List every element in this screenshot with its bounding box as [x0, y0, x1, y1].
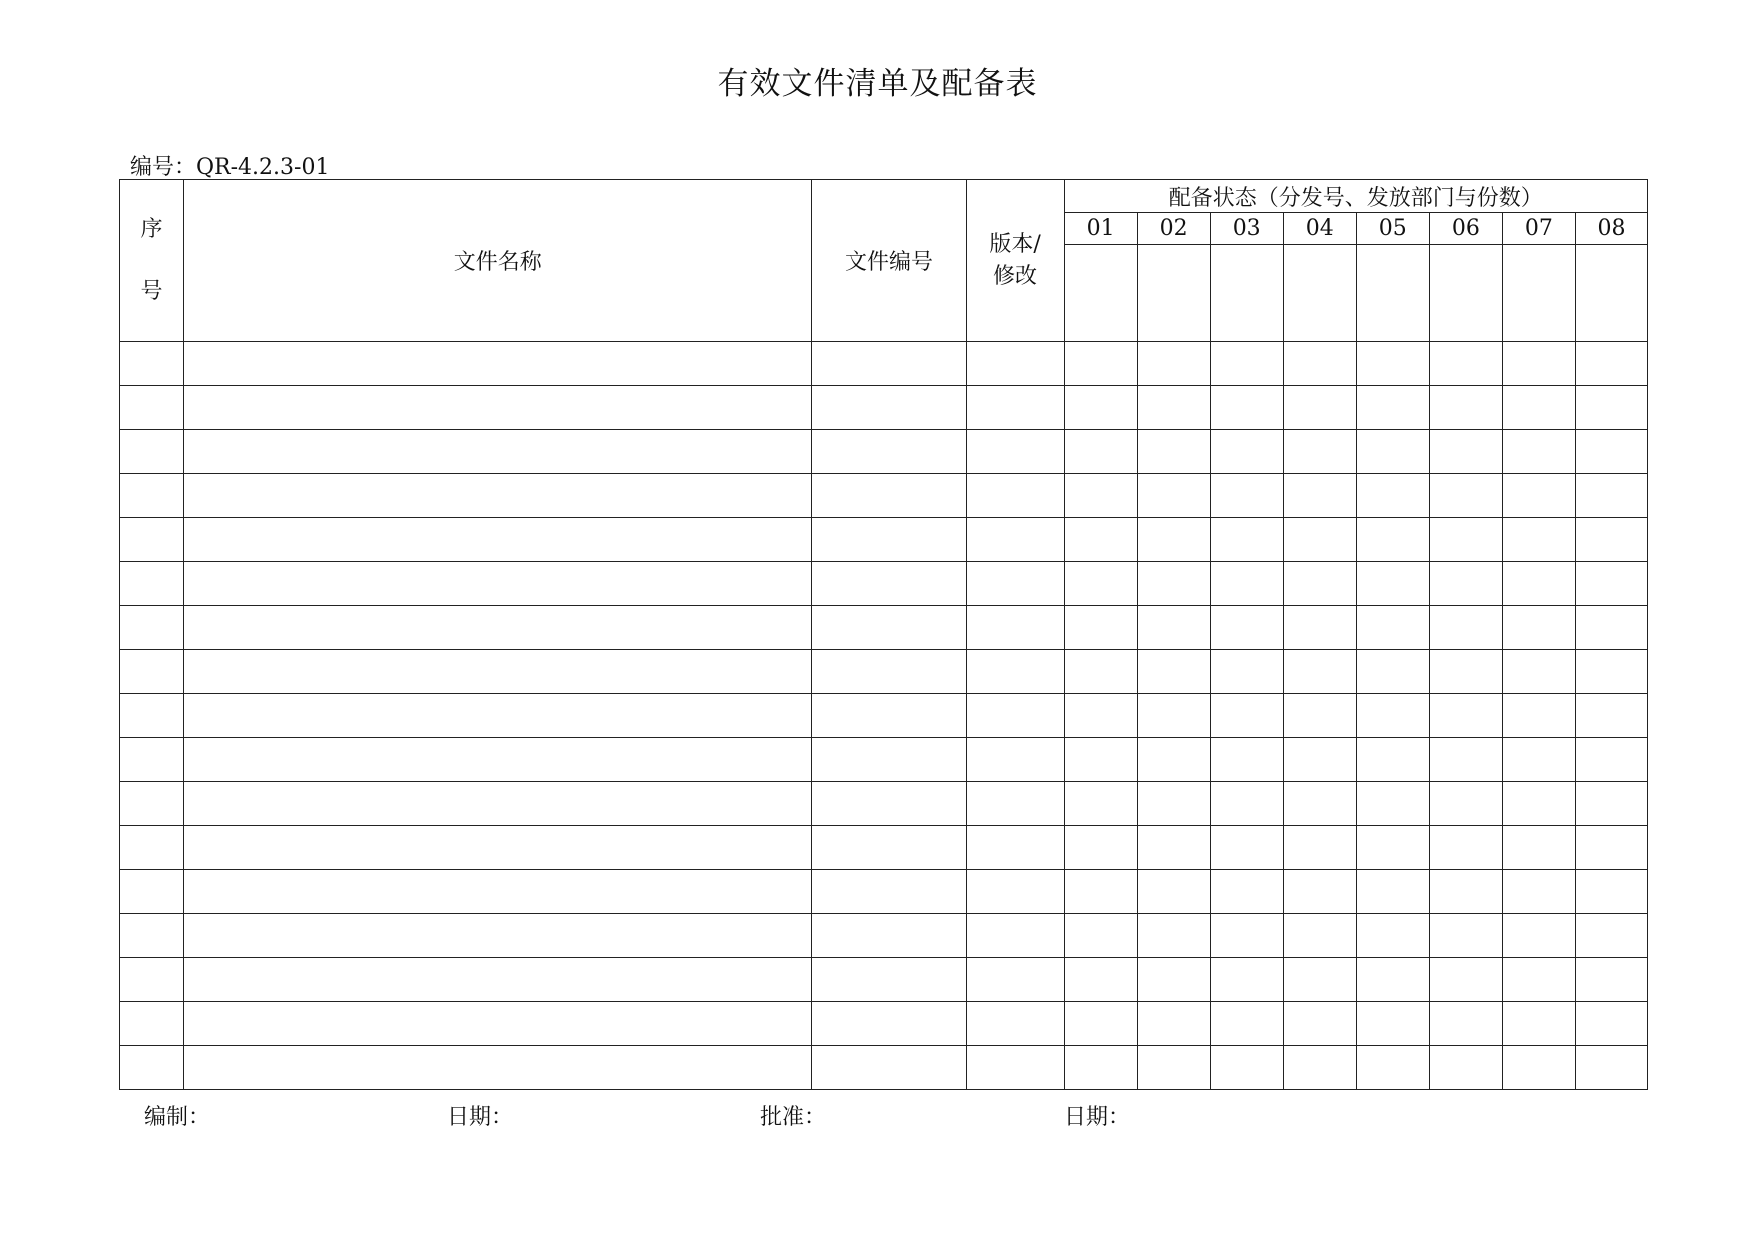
- seq-cell[interactable]: [120, 694, 184, 738]
- header-file-name: 文件名称: [184, 180, 812, 342]
- distribution-cell[interactable]: [1137, 606, 1210, 650]
- distribution-cell[interactable]: [1210, 342, 1283, 386]
- distribution-cell[interactable]: [1429, 430, 1502, 474]
- distribution-cell[interactable]: [1137, 914, 1210, 958]
- distribution-cell[interactable]: [1210, 1046, 1283, 1090]
- file-number-cell[interactable]: [812, 1002, 966, 1046]
- distribution-cell[interactable]: [1210, 518, 1283, 562]
- distribution-cell[interactable]: [1429, 694, 1502, 738]
- seq-cell[interactable]: [120, 562, 184, 606]
- distribution-cell[interactable]: [1210, 430, 1283, 474]
- distribution-cell[interactable]: [1575, 914, 1647, 958]
- distribution-blank-cell[interactable]: [1210, 245, 1283, 342]
- distribution-cell[interactable]: [1502, 1002, 1575, 1046]
- file-name-cell[interactable]: [184, 826, 812, 870]
- distribution-cell[interactable]: [1575, 782, 1647, 826]
- distribution-cell[interactable]: [1064, 1046, 1137, 1090]
- header-seq-line2: 号: [140, 278, 163, 304]
- file-number-cell[interactable]: [812, 518, 966, 562]
- file-number-cell[interactable]: [812, 1046, 966, 1090]
- distribution-number-06: 06: [1429, 213, 1502, 245]
- seq-cell[interactable]: [120, 782, 184, 826]
- distribution-cell[interactable]: [1283, 958, 1356, 1002]
- distribution-cell[interactable]: [1137, 430, 1210, 474]
- distribution-cell[interactable]: [1502, 738, 1575, 782]
- version-cell[interactable]: [966, 518, 1064, 562]
- document-code-label: 编号：: [130, 155, 197, 180]
- distribution-cell[interactable]: [1064, 738, 1137, 782]
- distribution-cell[interactable]: [1064, 870, 1137, 914]
- header-seq-line1: 序: [140, 216, 163, 242]
- distribution-cell[interactable]: [1137, 562, 1210, 606]
- distribution-cell[interactable]: [1356, 342, 1429, 386]
- distribution-cell[interactable]: [1502, 870, 1575, 914]
- form-title: 有效文件清单及配备表: [717, 66, 1038, 102]
- file-name-cell[interactable]: [184, 474, 812, 518]
- distribution-cell[interactable]: [1064, 518, 1137, 562]
- distribution-cell[interactable]: [1429, 650, 1502, 694]
- distribution-cell[interactable]: [1429, 1046, 1502, 1090]
- distribution-cell[interactable]: [1210, 826, 1283, 870]
- distribution-cell[interactable]: [1137, 1002, 1210, 1046]
- distribution-cell[interactable]: [1064, 958, 1137, 1002]
- file-name-cell[interactable]: [184, 342, 812, 386]
- distribution-cell[interactable]: [1429, 518, 1502, 562]
- distribution-cell[interactable]: [1283, 1002, 1356, 1046]
- version-cell[interactable]: [966, 386, 1064, 430]
- distribution-cell[interactable]: [1137, 782, 1210, 826]
- table-row: [120, 870, 1648, 914]
- approved-by-label: 批准：: [760, 1105, 827, 1130]
- distribution-cell[interactable]: [1210, 782, 1283, 826]
- distribution-cell[interactable]: [1502, 562, 1575, 606]
- table-row: [120, 650, 1648, 694]
- seq-cell[interactable]: [120, 650, 184, 694]
- distribution-cell[interactable]: [1210, 474, 1283, 518]
- version-cell[interactable]: [966, 782, 1064, 826]
- distribution-cell[interactable]: [1502, 474, 1575, 518]
- distribution-cell[interactable]: [1283, 606, 1356, 650]
- date-label-1: 日期：: [447, 1105, 514, 1130]
- distribution-cell[interactable]: [1429, 782, 1502, 826]
- distribution-number-03: 03: [1210, 213, 1283, 245]
- distribution-cell[interactable]: [1575, 474, 1647, 518]
- distribution-cell[interactable]: [1429, 958, 1502, 1002]
- distribution-blank-cell[interactable]: [1575, 245, 1647, 342]
- distribution-cell[interactable]: [1356, 474, 1429, 518]
- seq-cell[interactable]: [120, 474, 184, 518]
- distribution-blank-cell[interactable]: [1502, 245, 1575, 342]
- table-row: [120, 782, 1648, 826]
- distribution-cell[interactable]: [1064, 694, 1137, 738]
- distribution-cell[interactable]: [1064, 386, 1137, 430]
- table-row: [120, 518, 1648, 562]
- distribution-cell[interactable]: [1283, 518, 1356, 562]
- distribution-cell[interactable]: [1064, 1002, 1137, 1046]
- distribution-cell[interactable]: [1502, 826, 1575, 870]
- distribution-cell[interactable]: [1575, 518, 1647, 562]
- file-number-cell[interactable]: [812, 342, 966, 386]
- distribution-cell[interactable]: [1356, 386, 1429, 430]
- table-row: [120, 958, 1648, 1002]
- file-number-cell[interactable]: [812, 782, 966, 826]
- distribution-cell[interactable]: [1137, 870, 1210, 914]
- table-row: [120, 826, 1648, 870]
- distribution-cell[interactable]: [1575, 386, 1647, 430]
- distribution-cell[interactable]: [1502, 1046, 1575, 1090]
- version-cell[interactable]: [966, 606, 1064, 650]
- table-row: [120, 914, 1648, 958]
- file-number-cell[interactable]: [812, 738, 966, 782]
- distribution-cell[interactable]: [1356, 870, 1429, 914]
- distribution-cell[interactable]: [1575, 606, 1647, 650]
- distribution-cell[interactable]: [1137, 650, 1210, 694]
- file-name-cell[interactable]: [184, 914, 812, 958]
- header-file-number: 文件编号: [812, 180, 966, 342]
- distribution-blank-cell[interactable]: [1283, 245, 1356, 342]
- distribution-cell[interactable]: [1064, 826, 1137, 870]
- header-seq: [120, 180, 184, 342]
- distribution-cell[interactable]: [1283, 1046, 1356, 1090]
- distribution-cell[interactable]: [1502, 958, 1575, 1002]
- distribution-cell[interactable]: [1502, 782, 1575, 826]
- file-number-cell[interactable]: [812, 606, 966, 650]
- distribution-cell[interactable]: [1064, 782, 1137, 826]
- header-version-line1: 版本/: [989, 231, 1041, 257]
- distribution-cell[interactable]: [1575, 650, 1647, 694]
- distribution-cell[interactable]: [1064, 606, 1137, 650]
- distribution-cell[interactable]: [1575, 342, 1647, 386]
- file-number-cell[interactable]: [812, 650, 966, 694]
- distribution-cell[interactable]: [1137, 386, 1210, 430]
- file-number-cell[interactable]: [812, 826, 966, 870]
- distribution-cell[interactable]: [1356, 430, 1429, 474]
- table-row: [120, 342, 1648, 386]
- distribution-cell[interactable]: [1283, 474, 1356, 518]
- distribution-cell[interactable]: [1575, 562, 1647, 606]
- distribution-cell[interactable]: [1356, 738, 1429, 782]
- distribution-cell[interactable]: [1502, 430, 1575, 474]
- distribution-cell[interactable]: [1356, 1002, 1429, 1046]
- version-cell[interactable]: [966, 914, 1064, 958]
- file-name-cell[interactable]: [184, 562, 812, 606]
- distribution-cell[interactable]: [1283, 738, 1356, 782]
- file-name-cell[interactable]: [184, 606, 812, 650]
- distribution-cell[interactable]: [1502, 342, 1575, 386]
- distribution-cell[interactable]: [1575, 826, 1647, 870]
- table-row: [120, 606, 1648, 650]
- distribution-cell[interactable]: [1137, 474, 1210, 518]
- distribution-cell[interactable]: [1429, 386, 1502, 430]
- distribution-cell[interactable]: [1356, 606, 1429, 650]
- distribution-cell[interactable]: [1429, 562, 1502, 606]
- distribution-cell[interactable]: [1137, 1046, 1210, 1090]
- prepared-by-label: 编制：: [144, 1105, 211, 1130]
- version-cell[interactable]: [966, 826, 1064, 870]
- seq-cell[interactable]: [120, 386, 184, 430]
- seq-cell[interactable]: [120, 342, 184, 386]
- distribution-cell[interactable]: [1283, 650, 1356, 694]
- distribution-cell[interactable]: [1283, 694, 1356, 738]
- version-cell[interactable]: [966, 430, 1064, 474]
- table-row: [120, 694, 1648, 738]
- distribution-cell[interactable]: [1210, 958, 1283, 1002]
- version-cell[interactable]: [966, 342, 1064, 386]
- file-number-cell[interactable]: [812, 914, 966, 958]
- seq-cell[interactable]: [120, 738, 184, 782]
- file-name-cell[interactable]: [184, 958, 812, 1002]
- table-row: [120, 738, 1648, 782]
- file-name-cell[interactable]: [184, 386, 812, 430]
- distribution-cell[interactable]: [1064, 430, 1137, 474]
- version-cell[interactable]: [966, 694, 1064, 738]
- distribution-cell[interactable]: [1575, 738, 1647, 782]
- distribution-cell[interactable]: [1210, 870, 1283, 914]
- seq-cell[interactable]: [120, 518, 184, 562]
- distribution-cell[interactable]: [1137, 694, 1210, 738]
- distribution-cell[interactable]: [1210, 606, 1283, 650]
- table-row: [120, 386, 1648, 430]
- table-row: [120, 1002, 1648, 1046]
- version-cell[interactable]: [966, 870, 1064, 914]
- table-row: [120, 1046, 1648, 1090]
- distribution-cell[interactable]: [1356, 1046, 1429, 1090]
- distribution-cell[interactable]: [1283, 386, 1356, 430]
- file-name-cell[interactable]: [184, 1046, 812, 1090]
- distribution-cell[interactable]: [1283, 826, 1356, 870]
- file-name-cell[interactable]: [184, 694, 812, 738]
- header-version-line2: 修改: [993, 263, 1038, 289]
- distribution-number-02: 02: [1137, 213, 1210, 245]
- file-name-cell[interactable]: [184, 650, 812, 694]
- distribution-cell[interactable]: [1210, 738, 1283, 782]
- distribution-number-05: 05: [1356, 213, 1429, 245]
- distribution-cell[interactable]: [1429, 914, 1502, 958]
- file-number-cell[interactable]: [812, 430, 966, 474]
- table-row: [120, 430, 1648, 474]
- file-number-cell[interactable]: [812, 562, 966, 606]
- distribution-cell[interactable]: [1429, 474, 1502, 518]
- file-number-cell[interactable]: [812, 694, 966, 738]
- distribution-cell[interactable]: [1429, 738, 1502, 782]
- file-name-cell[interactable]: [184, 782, 812, 826]
- version-cell[interactable]: [966, 738, 1064, 782]
- distribution-cell[interactable]: [1429, 606, 1502, 650]
- file-name-cell[interactable]: [184, 1002, 812, 1046]
- version-cell[interactable]: [966, 1002, 1064, 1046]
- distribution-cell[interactable]: [1502, 386, 1575, 430]
- distribution-cell[interactable]: [1210, 914, 1283, 958]
- distribution-cell[interactable]: [1356, 562, 1429, 606]
- seq-cell[interactable]: [120, 914, 184, 958]
- file-number-cell[interactable]: [812, 958, 966, 1002]
- distribution-cell[interactable]: [1356, 518, 1429, 562]
- file-name-cell[interactable]: [184, 518, 812, 562]
- distribution-cell[interactable]: [1137, 342, 1210, 386]
- distribution-cell[interactable]: [1283, 870, 1356, 914]
- distribution-cell[interactable]: [1575, 1002, 1647, 1046]
- seq-cell[interactable]: [120, 958, 184, 1002]
- distribution-cell[interactable]: [1356, 782, 1429, 826]
- distribution-cell[interactable]: [1502, 694, 1575, 738]
- distribution-cell[interactable]: [1137, 518, 1210, 562]
- document-list-table: [119, 179, 1648, 1090]
- distribution-cell[interactable]: [1502, 518, 1575, 562]
- date-label-2: 日期：: [1064, 1105, 1131, 1130]
- seq-cell[interactable]: [120, 1002, 184, 1046]
- file-name-cell[interactable]: [184, 430, 812, 474]
- distribution-cell[interactable]: [1210, 1002, 1283, 1046]
- distribution-cell[interactable]: [1575, 1046, 1647, 1090]
- distribution-cell[interactable]: [1356, 958, 1429, 1002]
- distribution-cell[interactable]: [1356, 694, 1429, 738]
- distribution-cell[interactable]: [1429, 342, 1502, 386]
- distribution-cell[interactable]: [1575, 430, 1647, 474]
- distribution-cell[interactable]: [1283, 342, 1356, 386]
- distribution-cell[interactable]: [1064, 650, 1137, 694]
- distribution-cell[interactable]: [1137, 738, 1210, 782]
- seq-cell[interactable]: [120, 606, 184, 650]
- distribution-number-01: 01: [1064, 213, 1137, 245]
- version-cell[interactable]: [966, 1046, 1064, 1090]
- distribution-cell[interactable]: [1502, 914, 1575, 958]
- distribution-cell[interactable]: [1210, 386, 1283, 430]
- version-cell[interactable]: [966, 958, 1064, 1002]
- seq-cell[interactable]: [120, 826, 184, 870]
- table-row: [120, 474, 1648, 518]
- seq-cell[interactable]: [120, 430, 184, 474]
- distribution-cell[interactable]: [1429, 870, 1502, 914]
- distribution-cell[interactable]: [1429, 826, 1502, 870]
- file-number-cell[interactable]: [812, 386, 966, 430]
- distribution-number-08: 08: [1575, 213, 1647, 245]
- distribution-cell[interactable]: [1064, 474, 1137, 518]
- distribution-cell[interactable]: [1429, 1002, 1502, 1046]
- distribution-cell[interactable]: [1502, 650, 1575, 694]
- distribution-blank-cell[interactable]: [1064, 245, 1137, 342]
- distribution-cell[interactable]: [1575, 694, 1647, 738]
- distribution-cell[interactable]: [1356, 826, 1429, 870]
- version-cell[interactable]: [966, 562, 1064, 606]
- distribution-cell[interactable]: [1210, 694, 1283, 738]
- distribution-cell[interactable]: [1575, 958, 1647, 1002]
- seq-cell[interactable]: [120, 870, 184, 914]
- distribution-number-04: 04: [1283, 213, 1356, 245]
- distribution-cell[interactable]: [1137, 958, 1210, 1002]
- version-cell[interactable]: [966, 474, 1064, 518]
- distribution-cell[interactable]: [1283, 562, 1356, 606]
- file-name-cell[interactable]: [184, 738, 812, 782]
- file-number-cell[interactable]: [812, 474, 966, 518]
- file-name-cell[interactable]: [184, 870, 812, 914]
- distribution-cell[interactable]: [1356, 914, 1429, 958]
- seq-cell[interactable]: [120, 1046, 184, 1090]
- distribution-blank-cell[interactable]: [1356, 245, 1429, 342]
- header-version: [966, 180, 1064, 342]
- distribution-cell[interactable]: [1210, 650, 1283, 694]
- distribution-blank-cell[interactable]: [1429, 245, 1502, 342]
- table-row: [120, 562, 1648, 606]
- distribution-cell[interactable]: [1575, 870, 1647, 914]
- document-code: [130, 150, 329, 181]
- distribution-blank-cell[interactable]: [1137, 245, 1210, 342]
- distribution-cell[interactable]: [1283, 914, 1356, 958]
- document-code-value: QR-4.2.3-01: [196, 155, 330, 180]
- distribution-cell[interactable]: [1283, 430, 1356, 474]
- distribution-cell[interactable]: [1356, 650, 1429, 694]
- distribution-cell[interactable]: [1283, 782, 1356, 826]
- distribution-cell[interactable]: [1064, 562, 1137, 606]
- distribution-cell[interactable]: [1064, 914, 1137, 958]
- header-distribution-status: 配备状态（分发号、发放部门与份数）: [1064, 180, 1647, 213]
- file-number-cell[interactable]: [812, 870, 966, 914]
- distribution-cell[interactable]: [1064, 342, 1137, 386]
- distribution-number-07: 07: [1502, 213, 1575, 245]
- distribution-cell[interactable]: [1210, 562, 1283, 606]
- version-cell[interactable]: [966, 650, 1064, 694]
- distribution-cell[interactable]: [1137, 826, 1210, 870]
- distribution-cell[interactable]: [1502, 606, 1575, 650]
